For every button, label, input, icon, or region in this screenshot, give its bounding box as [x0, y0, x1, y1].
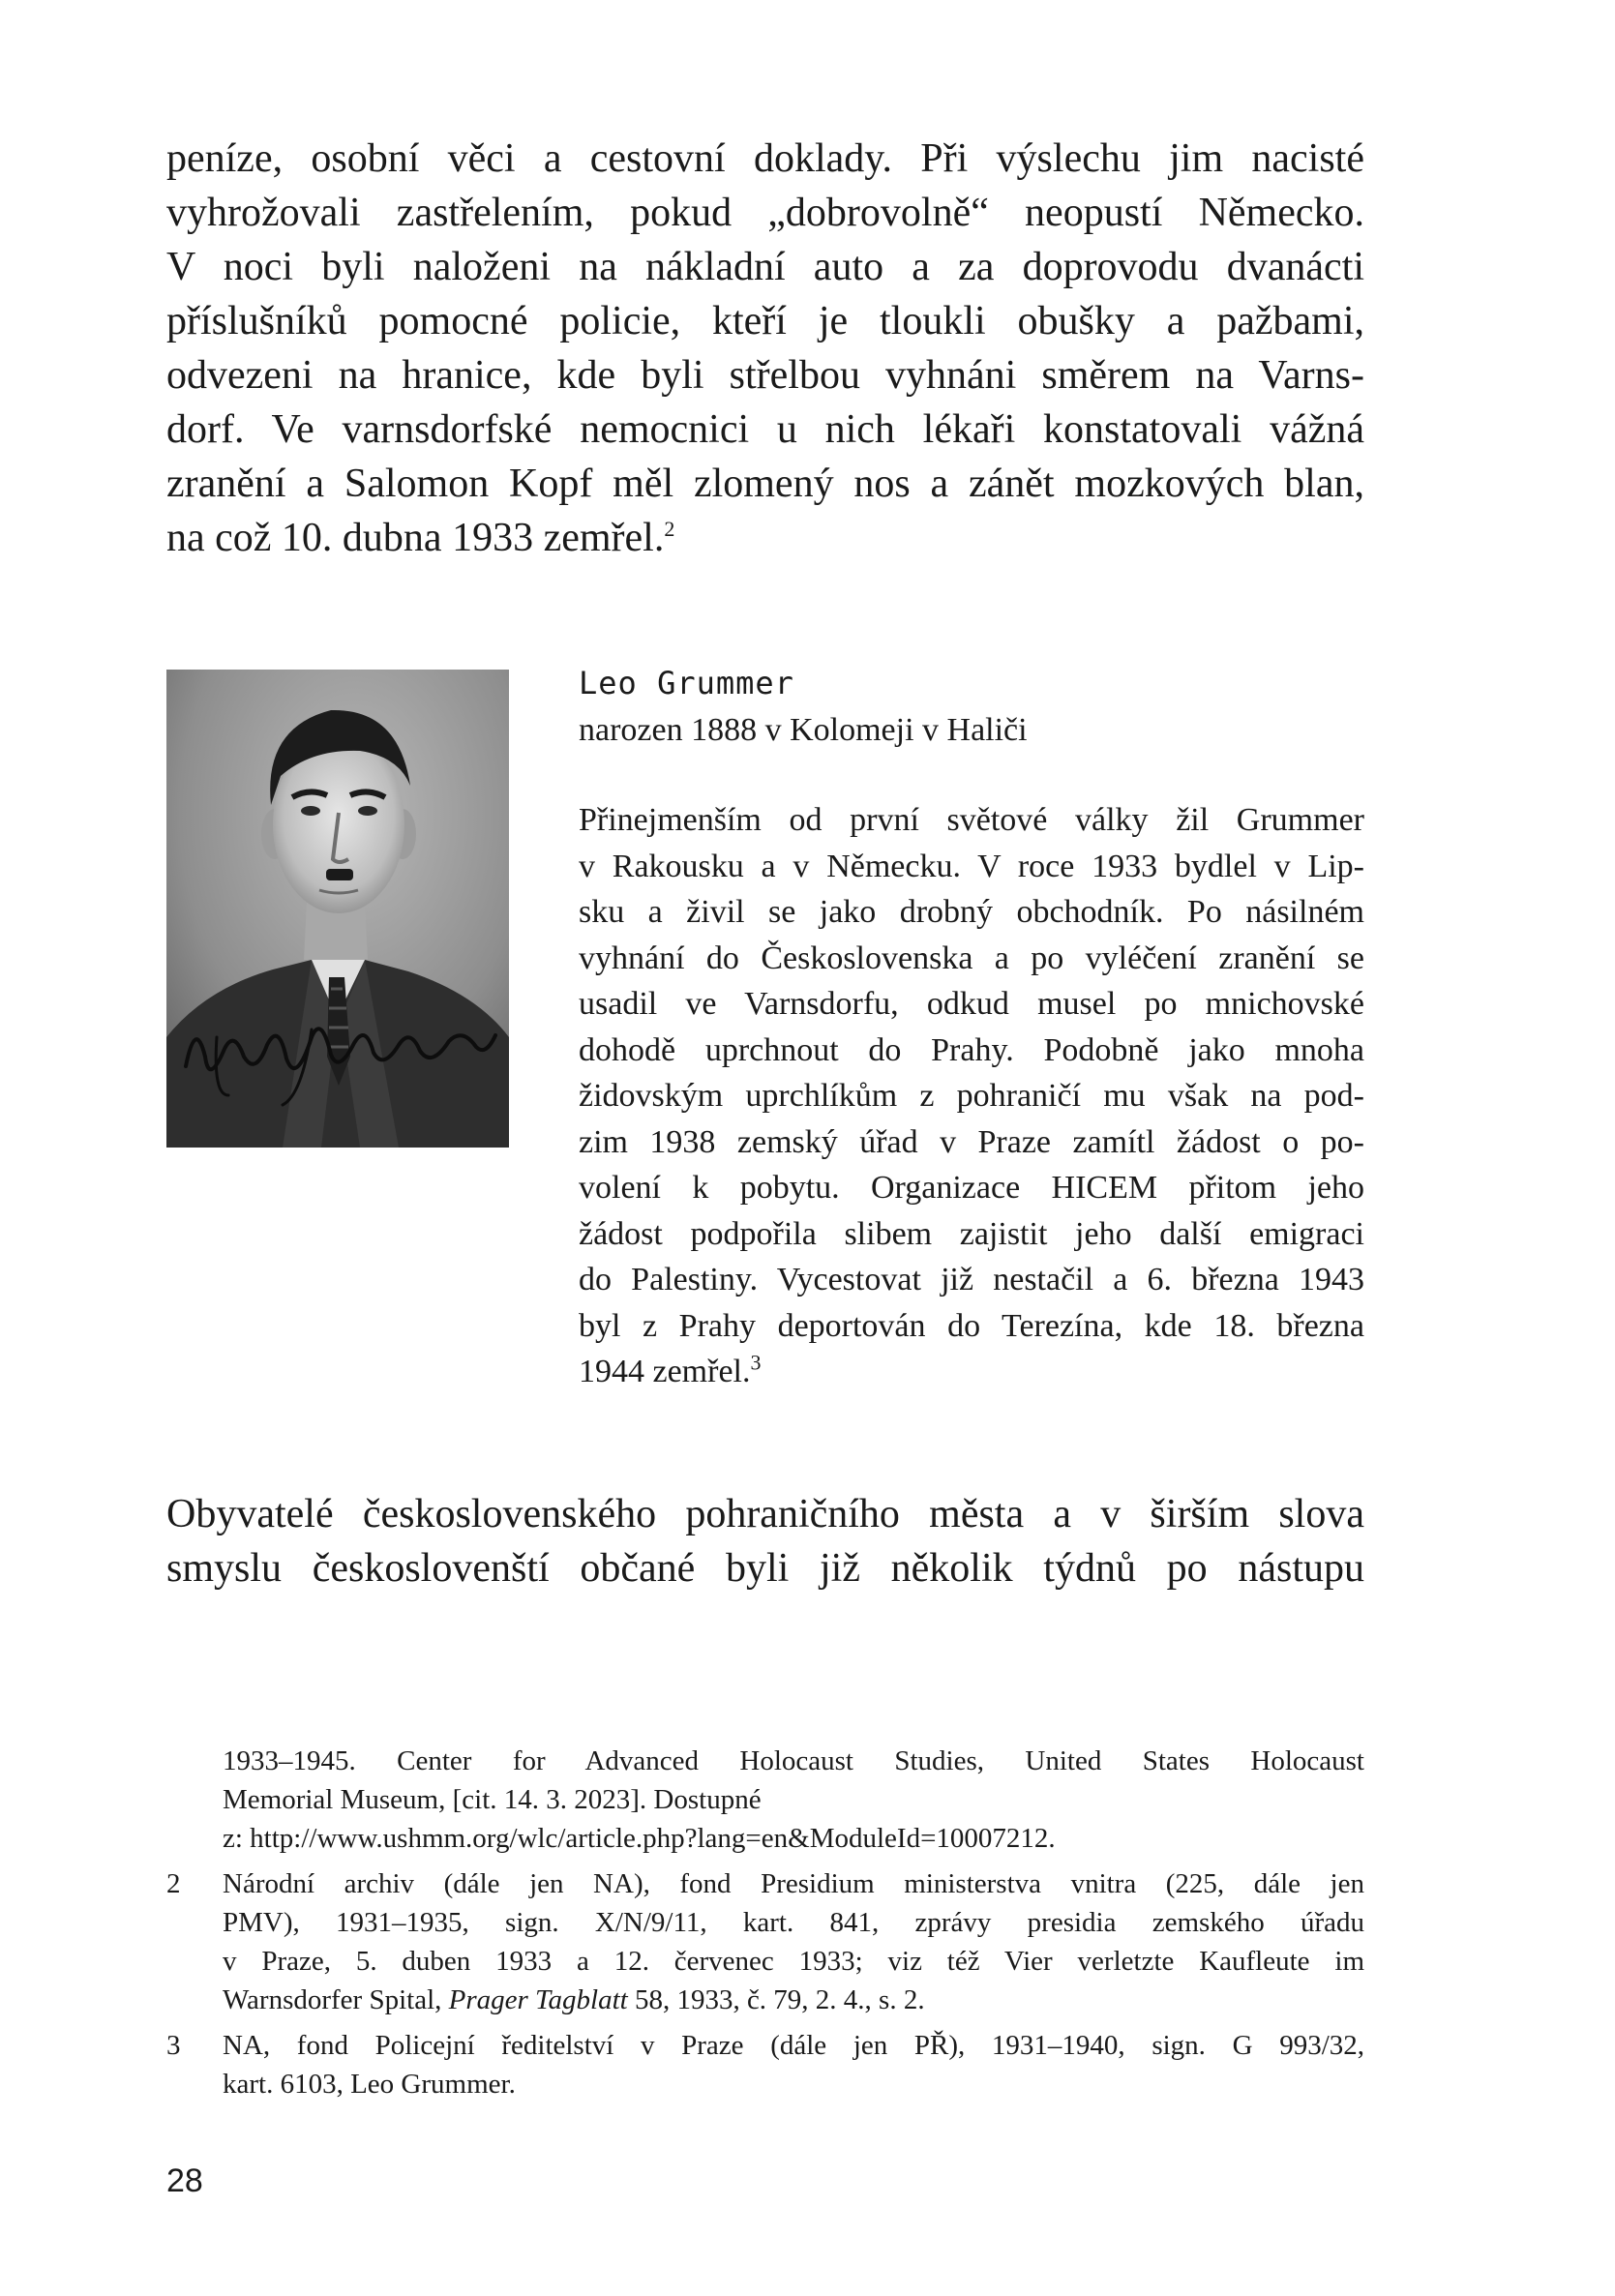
- footnote-line: z: http://www.ushmm.org/wlc/article.php?lang=en&ModuleId=10007212.: [223, 1823, 1056, 1854]
- footnote-3: [166, 2026, 1364, 2103]
- portrait-photo: [166, 670, 509, 1148]
- text-line: v Rakousku a v Německu. V roce 1933 bydlel v Lip-: [579, 848, 1364, 884]
- text-line: vyhrožovali zastřelením, pokud „dobrovolně“ neopustí Německo.: [166, 191, 1364, 235]
- footnote-line: Národní archiv (dále jen NA), fond Presidium ministerstva vnitra (225, dále jen: [223, 1868, 1364, 1899]
- text-line: Přinejmenším od první světové války žil Grummer: [579, 802, 1364, 838]
- text-line: vyhnání do Československa a po vyléčení zranění se: [579, 939, 1364, 976]
- text-line: byl z Prahy deportován do Terezína, kde 18. března: [579, 1307, 1364, 1344]
- text-line: volení k pobytu. Organizace HICEM přitom jeho: [579, 1170, 1364, 1206]
- bio-text: [579, 797, 1364, 1395]
- text-line: [579, 1349, 1364, 1395]
- text-line: zranění a Salomon Kopf měl zlomený nos a zánět mozkových blan,: [166, 462, 1364, 506]
- footnotes: [166, 1742, 1364, 2103]
- text-line-content: 1944 zemřel.: [579, 1354, 751, 1389]
- footnote-continuation: [166, 1742, 1364, 1858]
- bio-birth: narozen 1888 v Kolomeji v Haliči: [579, 712, 1028, 748]
- text-line: V noci byli naloženi na nákladní auto a za doprovodu dvanácti: [166, 245, 1364, 289]
- footnote-line: v Praze, 5. duben 1933 a 12. červenec 1933; viz též Vier verletzte Kaufleute im: [223, 1946, 1364, 1977]
- top-paragraph: [166, 132, 1364, 565]
- text-line: sku a živil se jako drobný obchodník. Po násilném: [579, 894, 1364, 930]
- text-line: zim 1938 zemský úřad v Praze zamítl žádost o po-: [579, 1123, 1364, 1160]
- footnote-line: Memorial Museum, [cit. 14. 3. 2023]. Dostupné: [223, 1784, 762, 1815]
- text-line-content: na což 10. dubna 1933 zemřel.: [166, 516, 665, 560]
- text-line: do Palestiny. Vycestovat již nestačil a 6. března 1943: [579, 1262, 1364, 1297]
- footnote-line: kart. 6103, Leo Grummer.: [223, 2069, 516, 2100]
- text-line: [166, 511, 1364, 565]
- text-line: žádost podpořila slibem zajistit jeho další emigraci: [579, 1215, 1364, 1252]
- footnote-line: PMV), 1931–1935, sign. X/N/9/11, kart. 841, zprávy presidia zemského úřadu: [223, 1907, 1364, 1938]
- bottom-paragraph: [166, 1487, 1364, 1595]
- text-line: příslušníků pomocné policie, kteří je tloukli obušky a pažbami,: [166, 299, 1364, 343]
- footnote-2: [166, 1864, 1364, 2019]
- footnote-reference[interactable]: 3: [750, 1350, 762, 1375]
- footnote-number: 3: [166, 2030, 181, 2061]
- footnote-line: [223, 1981, 1364, 2019]
- text-line: Obyvatelé československého pohraničního města a v širším slova: [166, 1492, 1364, 1536]
- text-line: dorf. Ve varnsdorfské nemocnici u nich lékaři konstatovali vážná: [166, 407, 1364, 452]
- text-line: odvezeni na hranice, kde byli střelbou vyhnáni směrem na Varns-: [166, 353, 1364, 398]
- footnote-number: 2: [166, 1868, 181, 1899]
- bio-name: Leo Grummer: [579, 665, 794, 701]
- page-number: 28: [166, 2162, 203, 2199]
- footnote-line: 1933–1945. Center for Advanced Holocaust Studies, United States Holocaust: [223, 1745, 1364, 1776]
- text-line: židovským uprchlíkům z pohraničí mu však na pod-: [579, 1078, 1364, 1114]
- publication-title: Prager Tagblatt: [448, 1984, 628, 2015]
- footnote-text: Warnsdorfer Spital,: [223, 1984, 449, 2015]
- text-line: dohodě uprchnout do Prahy. Podobně jako mnoha: [579, 1031, 1364, 1068]
- footnote-text: 58, 1933, č. 79, 2. 4., s. 2.: [627, 1984, 925, 2015]
- portrait-image: [166, 670, 509, 1148]
- text-line: usadil ve Varnsdorfu, odkud musel po mnichovské: [579, 986, 1364, 1022]
- text-line: peníze, osobní věci a cestovní doklady. Při výslechu jim nacisté: [166, 136, 1364, 181]
- footnote-reference[interactable]: 2: [664, 517, 675, 541]
- text-line: smyslu českoslovenští občané byli již několik týdnů po nástupu: [166, 1546, 1364, 1591]
- footnote-line: NA, fond Policejní ředitelství v Praze (dále jen PŘ), 1931–1940, sign. G 993/32,: [223, 2030, 1364, 2061]
